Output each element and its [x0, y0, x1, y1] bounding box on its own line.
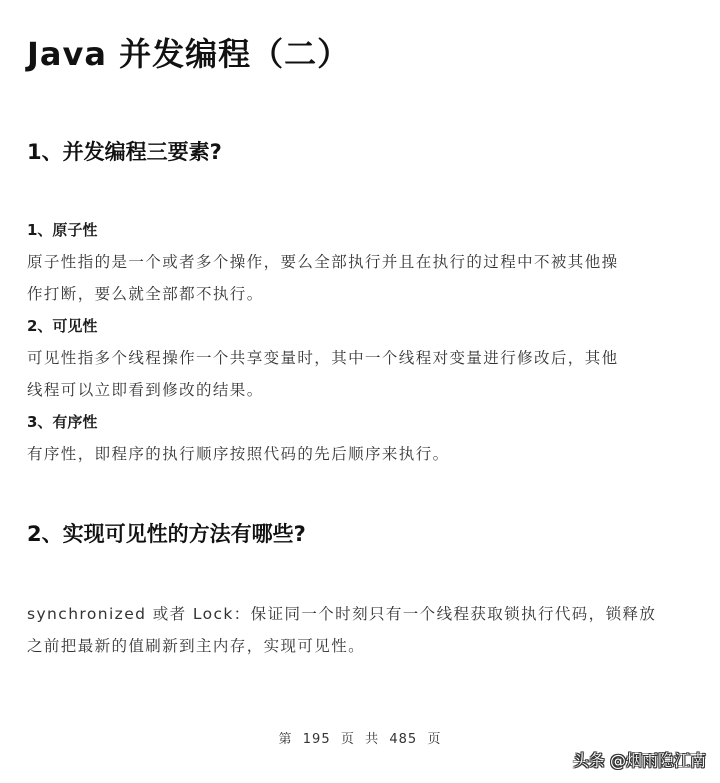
- section-heading-1: 1、并发编程三要素?: [27, 140, 222, 164]
- paragraph-line: 可见性指多个线程操作一个共享变量时，其中一个线程对变量进行修改后，其他: [27, 349, 619, 367]
- paragraph-line: 线程可以立即看到修改的结果。: [27, 381, 264, 399]
- watermark: 头条 @烟雨隐江南: [572, 751, 706, 770]
- section-heading-2: 2、实现可见性的方法有哪些?: [27, 522, 306, 546]
- paragraph-visibility: [27, 342, 687, 406]
- page-number-footer: 第 195 页 共 485 页: [278, 732, 442, 747]
- paragraph-line: synchronized 或者 Lock：保证同一个时刻只有一个线程获取锁执行代码，锁释放: [27, 605, 657, 623]
- paragraph-line: 之前把最新的值刷新到主内存，实现可见性。: [27, 637, 366, 655]
- paragraph-ordering: [27, 438, 687, 470]
- subsection-heading-ordering: 3、有序性: [27, 413, 98, 431]
- paragraph-line: 作打断，要么就全部都不执行。: [27, 285, 264, 303]
- subsection-heading-visibility: 2、可见性: [27, 317, 98, 335]
- paragraph-line: 原子性指的是一个或者多个操作，要么全部执行并且在执行的过程中不被其他操: [27, 253, 619, 271]
- paragraph-atomicity: [27, 246, 687, 310]
- paragraph-line: 有序性，即程序的执行顺序按照代码的先后顺序来执行。: [27, 445, 450, 463]
- subsection-heading-atomicity: 1、原子性: [27, 221, 98, 239]
- document-title: Java 并发编程（二）: [27, 35, 351, 73]
- paragraph-visibility-methods: [27, 598, 687, 662]
